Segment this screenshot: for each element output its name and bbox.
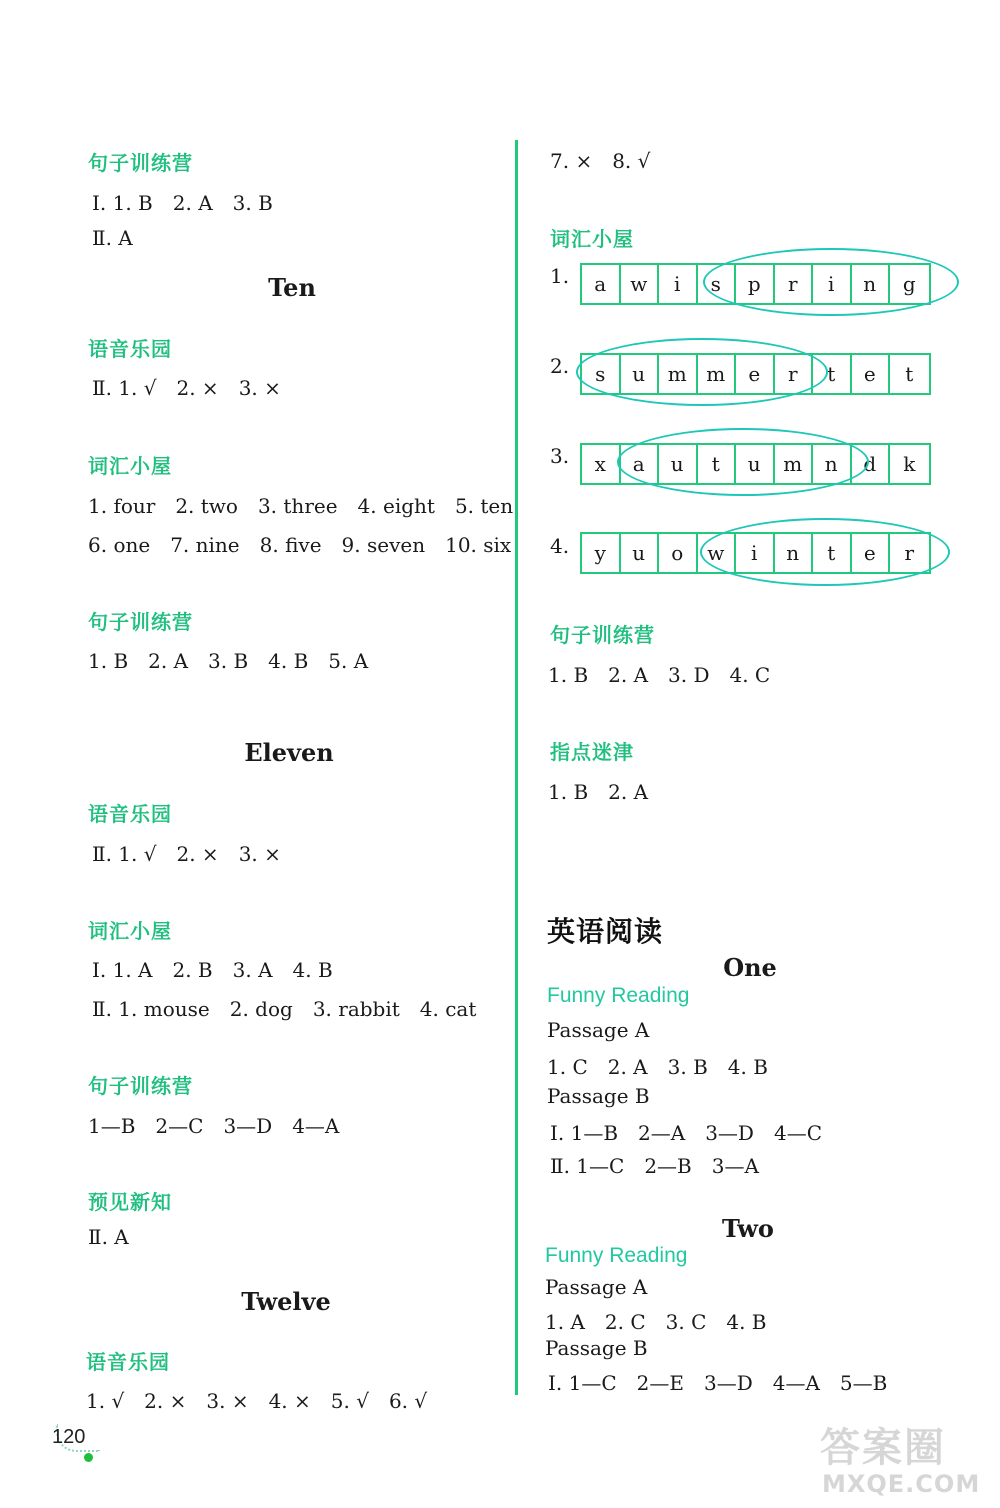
answer-line: 1. A 2. C 3. C 4. B bbox=[545, 1310, 767, 1334]
unit-title-ten: Ten bbox=[268, 273, 316, 302]
section-heading-phonics: 语音乐园 bbox=[86, 1350, 170, 1374]
answer-line: 1. B 2. A 3. B 4. B 5. A bbox=[88, 649, 369, 673]
letter-cell: p bbox=[736, 265, 775, 303]
answer-line: 7. × 8. √ bbox=[550, 149, 651, 173]
letter-cell: u bbox=[736, 445, 775, 483]
unit-title-two: Two bbox=[722, 1214, 774, 1243]
answer-line: Ⅰ. 1. B 2. A 3. B bbox=[92, 191, 273, 215]
letter-cell: e bbox=[852, 355, 891, 393]
watermark-url: MXQE.COM bbox=[822, 1470, 981, 1498]
letter-cell: u bbox=[659, 445, 698, 483]
letter-cell: k bbox=[903, 452, 916, 476]
answer-line: Ⅰ. 1—C 2—E 3—D 4—A 5—B bbox=[548, 1371, 888, 1395]
unit-title-twelve: Twelve bbox=[241, 1287, 331, 1316]
section-title-english-reading: 英语阅读 bbox=[547, 915, 664, 948]
letter-cell: t bbox=[905, 362, 914, 386]
letter-cell: t bbox=[698, 445, 737, 483]
letter-cell: s bbox=[582, 355, 621, 393]
grid-number: 2. bbox=[550, 354, 570, 378]
letter-cell: m bbox=[698, 355, 737, 393]
answer-line: 1—B 2—C 3—D 4—A bbox=[88, 1114, 340, 1138]
answer-line: 1. C 2. A 3. B 4. B bbox=[547, 1055, 768, 1079]
letter-cell: n bbox=[813, 445, 852, 483]
answer-line: Ⅱ. 1. mouse 2. dog 3. rabbit 4. cat bbox=[92, 997, 477, 1021]
letter-cell: n bbox=[775, 534, 814, 572]
letter-cell: i bbox=[736, 534, 775, 572]
letter-cell: m bbox=[659, 355, 698, 393]
letter-cell: i bbox=[813, 265, 852, 303]
letter-cell: g bbox=[902, 272, 916, 296]
funny-reading-label: Funny Reading bbox=[547, 984, 690, 1007]
section-heading-sentence: 句子训练营 bbox=[88, 610, 193, 634]
section-heading-sentence: 句子训练营 bbox=[88, 151, 193, 175]
section-heading-vocab: 词汇小屋 bbox=[88, 919, 172, 943]
letter-cell: r bbox=[775, 265, 814, 303]
letter-cell: i bbox=[659, 265, 698, 303]
section-heading-sentence: 句子训练营 bbox=[550, 623, 655, 647]
letter-cell: r bbox=[904, 541, 915, 565]
section-heading-sentence: 句子训练营 bbox=[88, 1074, 193, 1098]
page-number: 120 bbox=[52, 1426, 86, 1448]
section-heading-phonics: 语音乐园 bbox=[88, 337, 172, 361]
letter-cell: s bbox=[698, 265, 737, 303]
section-heading-preview: 预见新知 bbox=[88, 1190, 172, 1214]
letter-grid bbox=[580, 263, 931, 305]
letter-cell: u bbox=[621, 355, 660, 393]
passage-label: Passage B bbox=[545, 1336, 648, 1360]
answer-line: Ⅱ. A bbox=[92, 226, 133, 250]
answer-line: Ⅰ. 1. A 2. B 3. A 4. B bbox=[92, 958, 333, 982]
section-heading-guide: 指点迷津 bbox=[550, 740, 634, 764]
grid-number: 3. bbox=[550, 444, 570, 468]
letter-cell: x bbox=[582, 445, 621, 483]
answer-line: Ⅱ. 1. √ 2. × 3. × bbox=[92, 842, 281, 866]
letter-cell: u bbox=[621, 534, 660, 572]
letter-cell: r bbox=[775, 355, 814, 393]
answer-line: 1. √ 2. × 3. × 4. × 5. √ 6. √ bbox=[86, 1389, 428, 1413]
letter-cell: n bbox=[852, 265, 891, 303]
passage-label: Passage A bbox=[547, 1018, 650, 1042]
letter-cell: t bbox=[813, 534, 852, 572]
answer-line: 1. B 2. A 3. D 4. C bbox=[548, 663, 771, 687]
letter-cell: o bbox=[659, 534, 698, 572]
page-number-badge bbox=[52, 1424, 100, 1452]
answer-line: Ⅰ. 1—B 2—A 3—D 4—C bbox=[550, 1121, 822, 1145]
answer-line: Ⅱ. 1. √ 2. × 3. × bbox=[92, 376, 281, 400]
column-divider bbox=[515, 140, 518, 1395]
watermark-logo bbox=[820, 1420, 990, 1500]
letter-cell: e bbox=[852, 534, 891, 572]
grid-number: 4. bbox=[550, 534, 570, 558]
funny-reading-label: Funny Reading bbox=[545, 1244, 688, 1267]
answer-line: Ⅱ. 1—C 2—B 3—A bbox=[550, 1154, 759, 1178]
letter-cell: a bbox=[582, 265, 621, 303]
letter-cell: a bbox=[621, 445, 660, 483]
unit-title-one: One bbox=[723, 953, 777, 982]
answer-line: 1. four 2. two 3. three 4. eight 5. ten bbox=[88, 494, 514, 518]
section-heading-vocab: 词汇小屋 bbox=[88, 454, 172, 478]
letter-cell: t bbox=[813, 355, 852, 393]
section-heading-phonics: 语音乐园 bbox=[88, 802, 172, 826]
answer-line: 1. B 2. A bbox=[548, 780, 649, 804]
letter-cell: y bbox=[582, 534, 621, 572]
letter-grid bbox=[580, 532, 931, 574]
letter-cell: w bbox=[698, 534, 737, 572]
section-heading-vocab: 词汇小屋 bbox=[550, 227, 634, 251]
grid-number: 1. bbox=[550, 264, 570, 288]
passage-label: Passage A bbox=[545, 1275, 648, 1299]
letter-grid bbox=[580, 353, 931, 395]
letter-grid bbox=[580, 443, 931, 485]
letter-cell: m bbox=[775, 445, 814, 483]
page-dot-icon bbox=[84, 1453, 93, 1462]
answer-line: 6. one 7. nine 8. five 9. seven 10. six bbox=[88, 533, 512, 557]
letter-cell: d bbox=[852, 445, 891, 483]
unit-title-eleven: Eleven bbox=[244, 738, 334, 767]
answer-line: Ⅱ. A bbox=[88, 1225, 129, 1249]
letter-cell: e bbox=[736, 355, 775, 393]
letter-cell: w bbox=[621, 265, 660, 303]
watermark-text: 答案圈 bbox=[820, 1425, 946, 1471]
passage-label: Passage B bbox=[547, 1084, 650, 1108]
